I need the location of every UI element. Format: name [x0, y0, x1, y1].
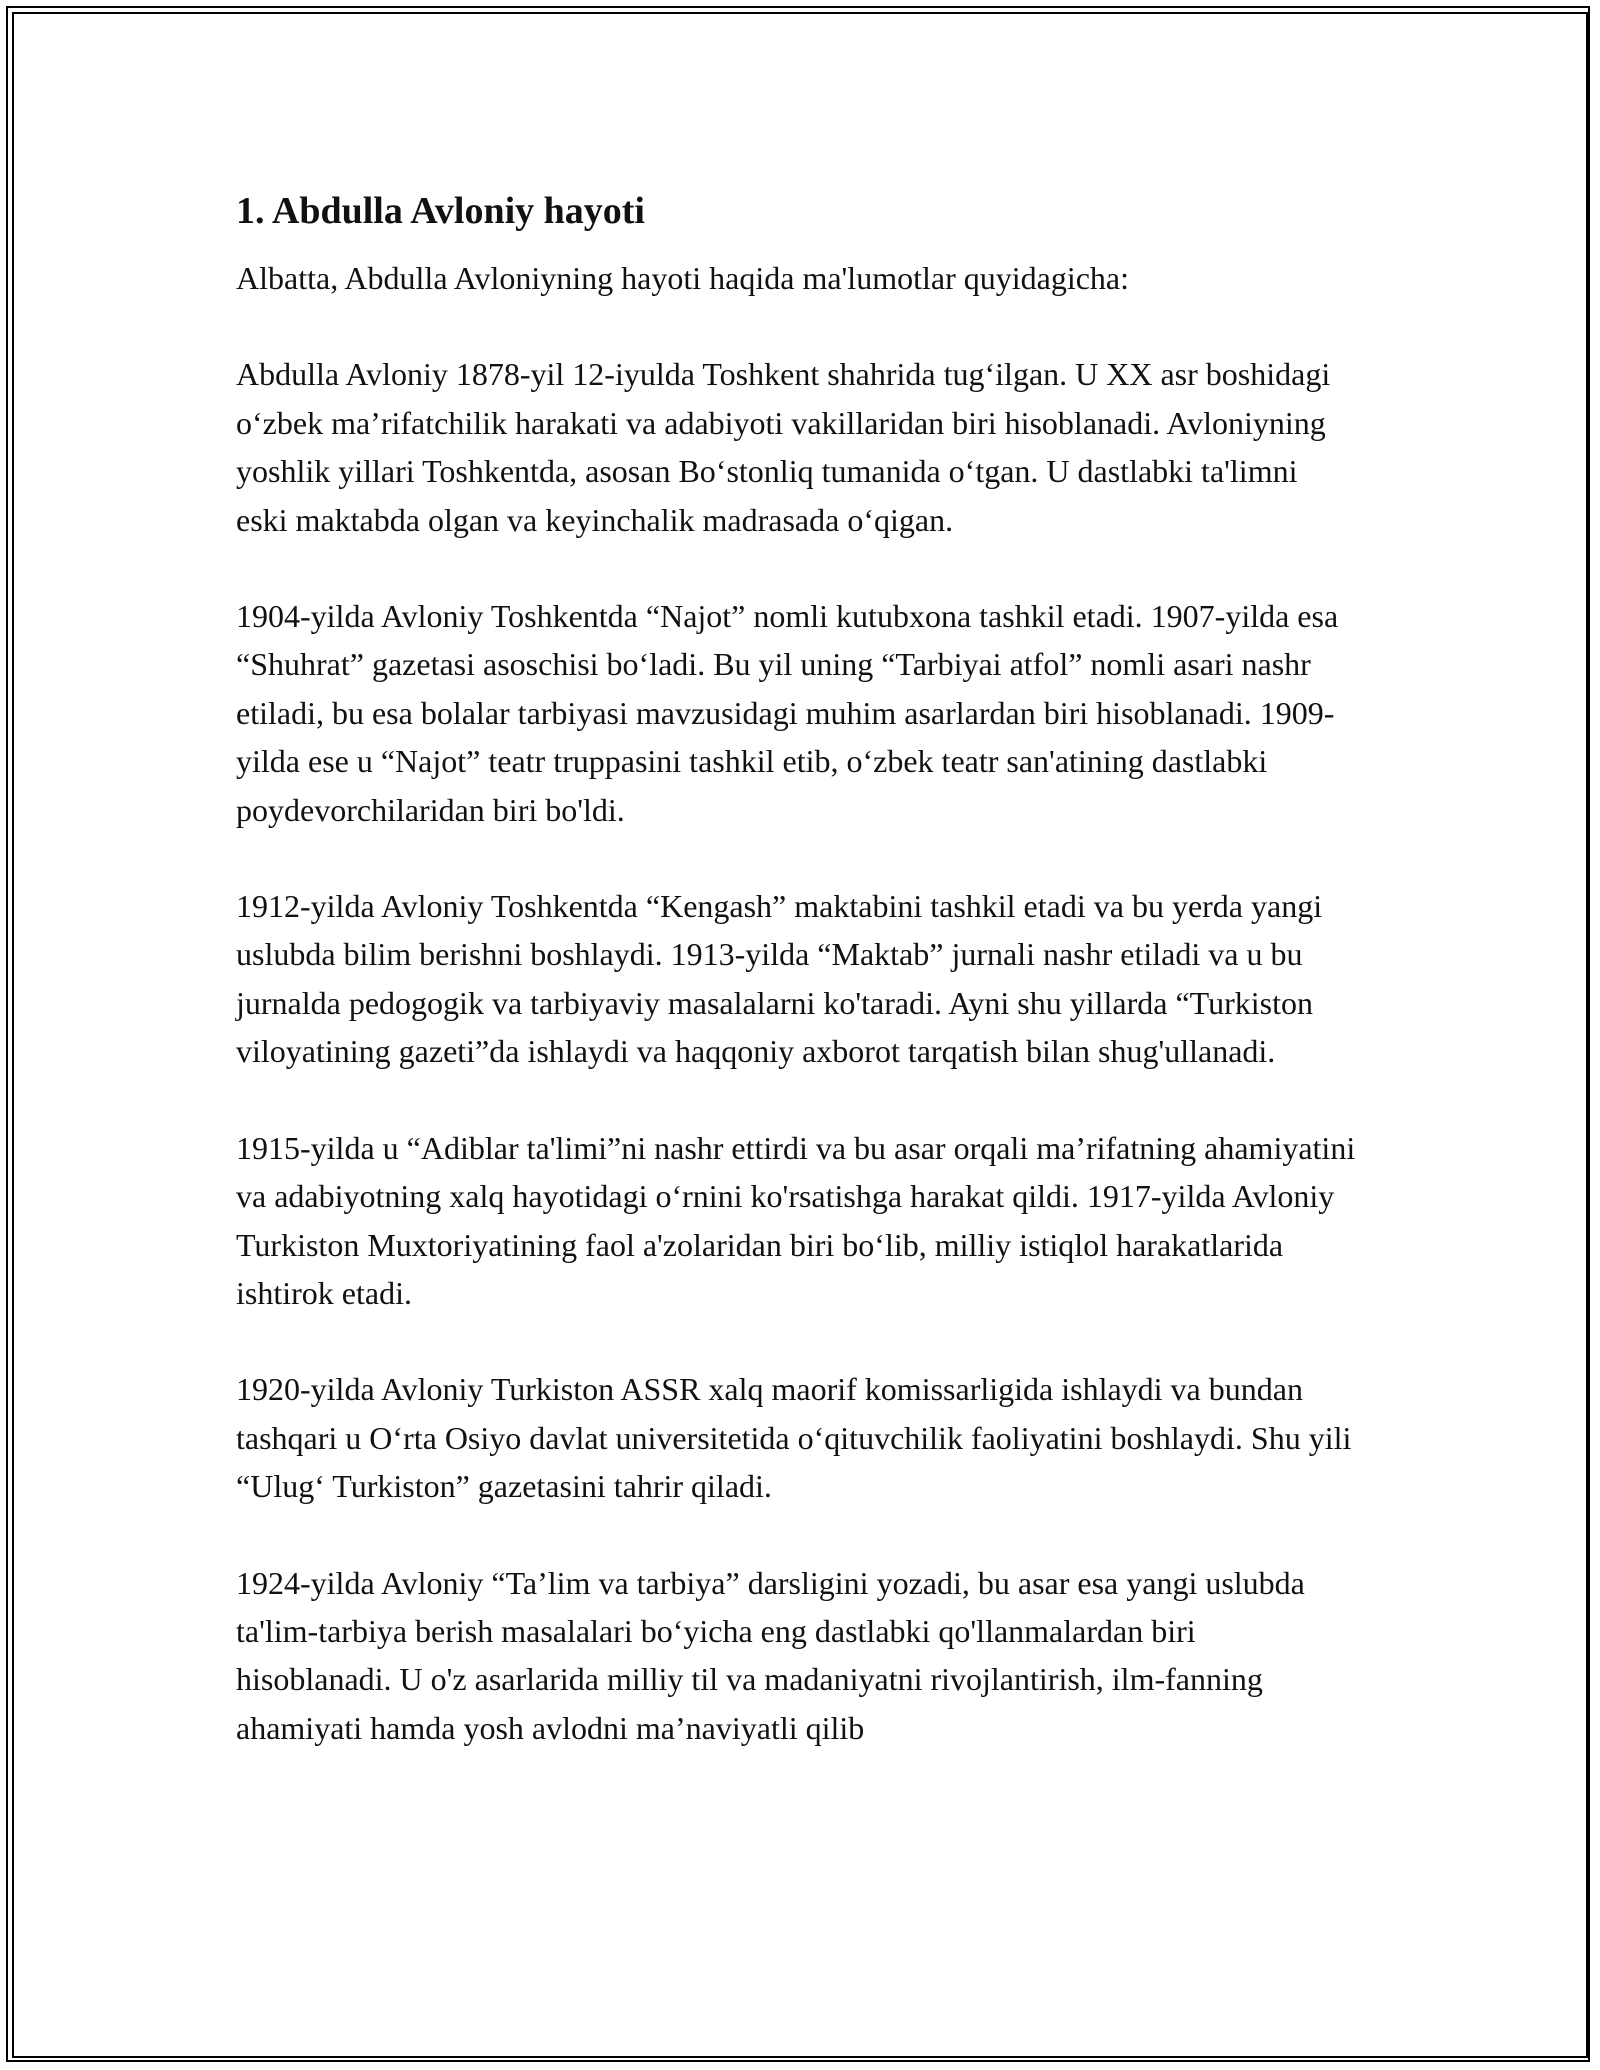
paragraph-intro: Albatta, Abdulla Avloniyning hayoti haqida ma'lumotlar quyidagicha: — [236, 260, 1129, 296]
paragraph-1920: 1920-yilda Avloniy Turkiston ASSR xalq maorif komissarligida ishlaydi va bundan tashqari u O‘rta Osiyo davlat universitetida o‘qituvchilik faoliyatini boshlaydi. Shu yili “Ulug‘ Turkiston” gazetasini tahrir qiladi. — [236, 1371, 1352, 1505]
paragraph-1915: 1915-yilda u “Adiblar ta'limi”ni nashr ettirdi va bu asar orqali ma’rifatning ahamiyatini va adabiyotning xalq hayotidagi o‘rnini ko'rsatishga harakat qildi. 1917-yilda Avloniy Turkiston Muxtoriyatining faol a'zolaridan biri bo‘lib, milliy istiqlol harakatlarida ishtirok etadi. — [236, 1129, 1356, 1311]
paragraph-1924: 1924-yilda Avloniy “Ta’lim va tarbiya” darsligini yozadi, bu asar esa yangi uslubda ta'lim-tarbiya berish masalalari bo‘yicha eng dastlabki qo'llanmalardan biri hisoblanadi. U o'z asarlarida milliy til va madaniyatni rivojlantirish, ilm-fanning ahamiyati hamda yosh avlodni ma’naviyatli qilib — [236, 1564, 1305, 1746]
paragraph-birth: Abdulla Avloniy 1878-yil 12-iyulda Toshkent shahrida tug‘ilgan. U XX asr boshidagi o‘zbek ma’rifatchilik harakati va adabiyoti vakillaridan biri hisoblanadi. Avloniyning yoshlik yillari Toshkentda, asosan Bo‘stonliq tumanida o‘tgan. U dastlabki ta'limni eski maktabda olgan va keyinchalik madrasada o‘qigan. — [236, 356, 1331, 538]
page-title: 1. Abdulla Avloniy hayoti — [236, 190, 645, 232]
paragraph-1904: 1904-yilda Avloniy Toshkentda “Najot” nomli kutubxona tashkil etadi. 1907-yilda esa “Shuhrat” gazetasi asoschisi bo‘ladi. Bu yil uning “Tarbiyai atfol” nomli asari nashr etiladi, bu esa bolalar tarbiyasi mavzusidagi muhim asarlardan biri hisoblanadi. 1909-yilda ese u “Najot” teatr truppasini tashkil etib, o‘zbek teatr san'atining dastlabki poydevorchilaridan biri bo'ldi. — [236, 598, 1339, 828]
paragraph-1912: 1912-yilda Avloniy Toshkentda “Kengash” maktabini tashkil etadi va bu yerda yangi uslubda bilim berishni boshlaydi. 1913-yilda “Maktab” jurnali nashr etiladi va u bu jurnalda pedogogik va tarbiyaviy masalalarni ko'taradi. Ayni shu yillarda “Turkiston viloyatining gazeti”da ishlaydi va haqqoniy axborot tarqatish bilan shug'ullanadi. — [236, 888, 1323, 1070]
document-body — [236, 186, 1356, 1800]
